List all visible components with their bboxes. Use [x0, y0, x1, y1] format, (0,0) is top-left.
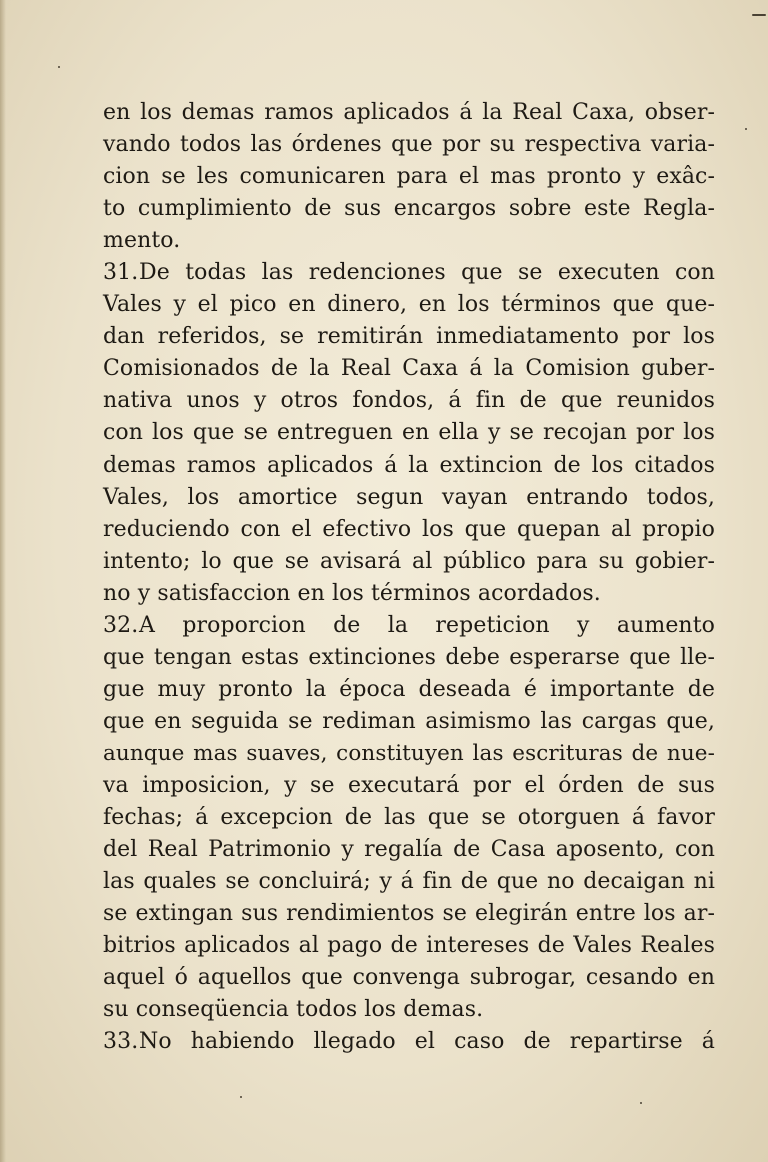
- line-text: que en seguida se rediman asimismo las cargas que,: [103, 708, 715, 734]
- line-text: las quales se concluirá; y á fin de que no decaigan ni: [103, 869, 715, 895]
- line-text: Vales y el pico en dinero, en los términos que que-: [103, 292, 715, 318]
- line-text: Comisionados de la Real Caxa á la Comision guber-: [103, 356, 715, 382]
- text-line: [103, 193, 715, 225]
- ink-speck: [752, 14, 766, 16]
- line-text: su conseqüencia todos los demas.: [103, 997, 484, 1023]
- text-line: [103, 450, 715, 482]
- line-text: no y satisfaccion en los términos acordados.: [103, 580, 601, 606]
- text-line: [103, 930, 715, 962]
- line-text: reduciendo con el efectivo los que quepan al propio: [103, 516, 715, 542]
- paragraph-number: 33.: [103, 1029, 139, 1055]
- text-line: [103, 610, 715, 642]
- line-text: bitrios aplicados al pago de intereses de Vales Reales: [103, 933, 715, 959]
- line-text: aunque mas suaves, constituyen las escrituras de nue-: [103, 740, 715, 766]
- ink-speck: [745, 128, 747, 130]
- text-line: [103, 802, 715, 834]
- text-line: [103, 706, 715, 738]
- ink-speck: [240, 1096, 242, 1098]
- line-text: dan referidos, se remitirán inmediatamento por los: [103, 324, 715, 350]
- line-text: demas ramos aplicados á la extincion de los citados: [103, 452, 715, 478]
- paragraph-number: 31.: [103, 260, 139, 286]
- page-edge-shadow: [0, 0, 6, 1162]
- line-text: Vales, los amortice segun vayan entrando todos,: [103, 484, 715, 510]
- line-text: gue muy pronto la época deseada é importante de: [103, 676, 715, 702]
- ink-speck: [58, 66, 60, 68]
- paragraph-number: 32.: [103, 612, 139, 638]
- text-line: [103, 353, 715, 385]
- text-line: [103, 321, 715, 353]
- line-text: que tengan estas extinciones debe esperarse que lle-: [103, 644, 715, 670]
- text-line: [103, 417, 715, 449]
- line-text: aquel ó aquellos que convenga subrogar, cesando en: [103, 965, 715, 991]
- line-text: en los demas ramos aplicados á la Real Caxa, obser-: [103, 100, 715, 125]
- body-text: [103, 97, 715, 1058]
- text-line: [103, 257, 715, 289]
- text-line: [103, 97, 715, 129]
- line-text: nativa unos y otros fondos, á fin de que reunidos: [103, 388, 715, 414]
- text-line: [103, 514, 715, 546]
- line-text: del Real Patrimonio y regalía de Casa aposento, con: [103, 837, 715, 863]
- text-line: [103, 962, 715, 994]
- line-text: De todas las redenciones que se executen con: [139, 260, 715, 286]
- text-line: [103, 866, 715, 898]
- text-line: [103, 289, 715, 321]
- text-line: [103, 225, 715, 257]
- text-line: [103, 834, 715, 866]
- line-text: to cumplimiento de sus encargos sobre este Regla-: [103, 196, 715, 222]
- line-text: A proporcion de la repeticion y aumento: [139, 612, 715, 638]
- line-text: intento; lo que se avisará al público para su gobier-: [103, 548, 715, 574]
- line-text: con los que se entreguen en ella y se recojan por los: [103, 420, 715, 446]
- line-text: No habiendo llegado el caso de repartirse á: [139, 1029, 715, 1055]
- text-line: [103, 385, 715, 417]
- text-line: [103, 546, 715, 578]
- text-line: [103, 898, 715, 930]
- text-line: [103, 578, 715, 610]
- ink-speck: [640, 1102, 642, 1104]
- text-line: [103, 482, 715, 514]
- line-text: va imposicion, y se executará por el órden de sus: [103, 772, 715, 798]
- line-text: cion se les comunicaren para el mas pronto y exâc-: [103, 164, 715, 190]
- line-text: fechas; á excepcion de las que se otorguen á favor: [103, 805, 715, 831]
- line-text: vando todos las órdenes que por su respectiva varia-: [103, 132, 715, 158]
- line-text: se extingan sus rendimientos se elegirán entre los ar-: [103, 901, 715, 927]
- line-text: mento.: [103, 228, 181, 254]
- text-line: [103, 770, 715, 802]
- text-line: [103, 129, 715, 161]
- text-line: [103, 994, 715, 1026]
- text-line: [103, 738, 715, 770]
- text-line: [103, 161, 715, 193]
- text-line: [103, 674, 715, 706]
- text-line: [103, 642, 715, 674]
- text-line: [103, 1026, 715, 1058]
